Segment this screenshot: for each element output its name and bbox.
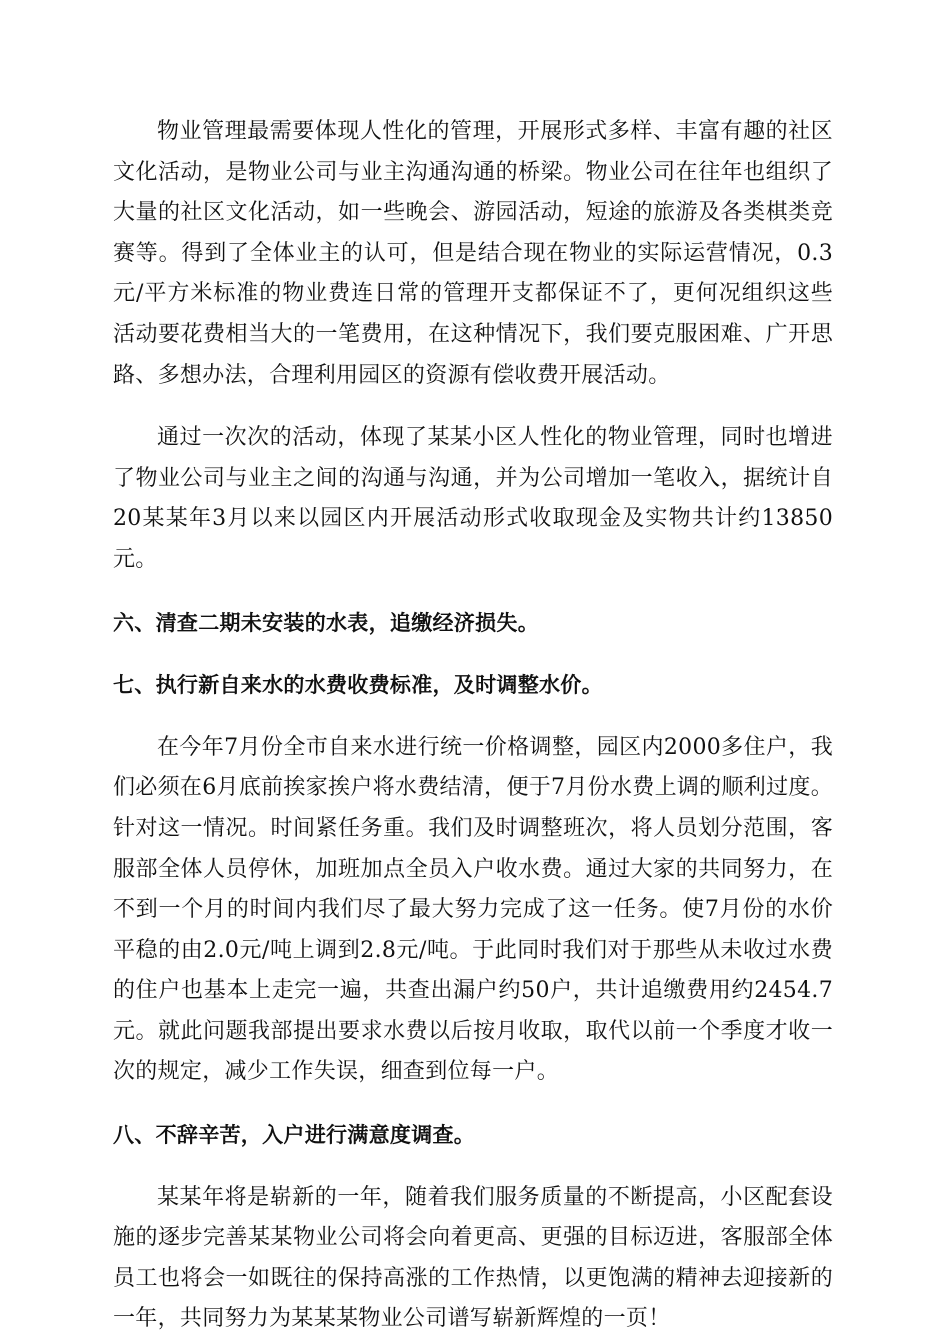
section-heading-8: 八、不辞辛苦，入户进行满意度调查。 [113, 1123, 476, 1148]
document-body [113, 112, 833, 1340]
paragraph-community-activities: 物业管理最需要体现人性化的管理，开展形式多样、丰富有趣的社区文化活动，是物业公司与业主沟通沟通的桥梁。物业公司在往年也组织了大量的社区文化活动，如一些晚会、游园活动，短途的旅游及各类棋类竞赛等。得到了全体业主的认可，但是结合现在物业的实际运营情况，0.3元/平方米标准的物业费连日常的管理开支都保证不了，更何况组织这些活动要花费相当大的一笔费用，在这种情况下，我们要克服困难、广开思路、多想办法，合理利用园区的资源有偿收费开展活动。 [113, 119, 833, 388]
paragraph-water-price: 在今年7月份全市自来水进行统一价格调整，园区内2000多住户，我们必须在6月底前挨家挨户将水费结清，便于7月份水费上调的顺利过度。针对这一情况。时间紧任务重。我们及时调整班次，将人员划分范围，客服部全体人员停休，加班加点全员入户收水费。通过大家的共同努力，在不到一个月的时间内我们尽了最大努力完成了这一任务。使7月份的水价平稳的由2.0元/吨上调到2.8元/吨。于此同时我们对于那些从未收过水费的住户也基本上走完一遍，共查出漏户约50户，共计追缴费用约2454.7元。就此问题我部提出要求水费以后按月收取，取代以前一个季度才收一次的规定，减少工作失误，细查到位每一户。 [113, 734, 833, 1085]
section-heading-6: 六、清查二期未安装的水表，追缴经济损失。 [113, 610, 539, 635]
paragraph-new-year: 某某年将是崭新的一年，随着我们服务质量的不断提高，小区配套设施的逐步完善某某物业公司将会向着更高、更强的目标迈进，客服部全体员工也将会一如既往的保持高涨的工作热情，以更饱满的精神去迎接新的一年，共同努力为某某某物业公司谱写崭新辉煌的一页！ [113, 1184, 833, 1332]
paragraph-activity-income: 通过一次次的活动，体现了某某小区人性化的物业管理，同时也增进了物业公司与业主之间的沟通与沟通，并为公司增加一笔收入，据统计自20某某年3月以来以园区内开展活动形式收取现金及实物共计约13850元。 [113, 425, 833, 572]
section-heading-7: 七、执行新自来水的水费收费标准，及时调整水价。 [113, 673, 603, 698]
